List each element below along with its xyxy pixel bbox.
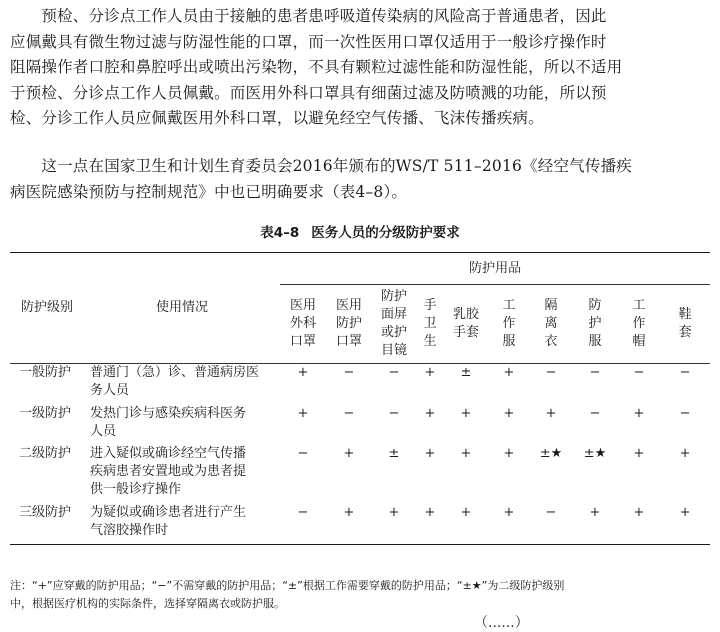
usage-line: 普通门（急）诊、普通病房医	[90, 365, 260, 380]
requirement-mark: −	[297, 446, 309, 461]
protection-level-cell: 二级防护	[19, 446, 72, 461]
paragraph-line: 病医院感染预防与控制规范》中也已明确要求（表4–8）。	[10, 182, 408, 201]
requirement-mark: −	[388, 406, 400, 421]
column-header-line: 目镜	[380, 343, 407, 358]
usage-line: 疾病患者安置地或为患者提	[90, 464, 247, 479]
column-header-line: 隔	[544, 298, 558, 313]
column-header-line: 乳胶	[452, 307, 479, 322]
requirement-mark: −	[589, 365, 601, 380]
column-header-line: 口罩	[335, 334, 362, 349]
requirement-mark: +	[297, 406, 309, 421]
usage-cell	[84, 405, 280, 445]
table-title: 医务人员的分级防护要求	[311, 225, 460, 241]
equipment-column-header	[280, 285, 326, 364]
requirement-mark: +	[297, 365, 309, 380]
table-row	[10, 504, 710, 545]
footnote-line: 注：“+”应穿戴的防护用品；“−”不需穿戴的防护用品；“±”根据工作需要穿戴的防护用品；“±★”为二级防护级别	[10, 579, 565, 592]
requirement-mark: +	[633, 406, 645, 421]
footnote-line: 中，根据医疗机构的实际条件，选择穿隔离衣或防护服。	[10, 597, 285, 610]
requirement-mark: +	[460, 406, 472, 421]
equipment-column-header	[572, 285, 618, 364]
column-header-line: 防护	[335, 316, 362, 331]
equipment-column-header	[416, 285, 444, 364]
equipment-group-header: 防护用品	[280, 253, 710, 285]
column-header-line: 工	[632, 298, 646, 313]
reference-paragraph	[10, 154, 710, 205]
requirement-mark: +	[503, 446, 515, 461]
requirement-mark: −	[679, 365, 691, 380]
column-header-line: 离	[544, 316, 558, 331]
column-header-line: 手	[423, 298, 437, 313]
table-row	[10, 405, 710, 445]
table-row	[10, 445, 710, 504]
requirement-mark: −	[545, 365, 557, 380]
column-header-line: 作	[502, 316, 516, 331]
protection-level-cell: 一般防护	[19, 365, 72, 380]
column-header-line: 防	[588, 298, 602, 313]
protection-level-cell: 一级防护	[19, 406, 72, 421]
requirement-mark: ±	[460, 365, 472, 380]
column-header-line: 生	[423, 334, 437, 349]
requirement-mark: −	[633, 365, 645, 380]
intro-paragraph	[10, 4, 710, 132]
requirement-mark: ±★	[539, 446, 563, 461]
usage-cell	[84, 445, 280, 504]
requirement-mark: +	[633, 446, 645, 461]
requirement-mark: +	[679, 446, 691, 461]
column-header-line: 医用	[289, 298, 316, 313]
column-header-line: 或护	[380, 325, 407, 340]
paragraph-line: 应佩戴具有微生物过滤与防湿性能的口罩，而一次性医用口罩仅适用于一般诊疗操作时	[10, 32, 607, 51]
requirement-mark: +	[589, 505, 601, 520]
requirement-mark: +	[460, 505, 472, 520]
column-header-line: 卫	[423, 316, 437, 331]
cut-off-source-text: （......）	[474, 615, 529, 631]
requirement-mark: +	[424, 365, 436, 380]
requirement-mark: +	[424, 446, 436, 461]
paragraph-line: 预检、分诊点工作人员由于接触的患者患呼吸道传染病的风险高于普通患者，因此	[10, 7, 607, 25]
requirement-mark: ±	[388, 446, 400, 461]
equipment-column-header	[326, 285, 372, 364]
requirement-mark: +	[503, 406, 515, 421]
table-row	[10, 364, 710, 406]
usage-line: 气溶胶操作时	[90, 523, 169, 538]
requirement-mark: −	[679, 406, 691, 421]
paragraph-line: 于预检、分诊点工作人员佩戴。而医用外科口罩具有细菌过滤及防喷溅的功能，所以预	[10, 83, 607, 102]
requirement-mark: −	[343, 406, 355, 421]
requirement-mark: +	[503, 505, 515, 520]
equipment-column-header	[444, 285, 488, 364]
usage-header: 使用情况	[84, 253, 280, 364]
requirement-mark: −	[589, 406, 601, 421]
requirement-mark: +	[545, 406, 557, 421]
table-caption	[0, 221, 720, 241]
usage-line: 发热门诊与感染疾病科医务	[90, 406, 247, 421]
requirement-mark: +	[460, 446, 472, 461]
usage-line: 进入疑似或确诊经空气传播	[90, 446, 247, 461]
column-header-line: 医用	[335, 298, 362, 313]
equipment-column-header	[530, 285, 572, 364]
column-header-line: 帽	[632, 334, 646, 349]
usage-line: 务人员	[90, 383, 130, 398]
column-header-line: 套	[678, 325, 692, 340]
requirement-mark: +	[424, 406, 436, 421]
equipment-column-header	[660, 285, 710, 364]
requirement-mark: +	[388, 505, 400, 520]
equipment-column-header	[488, 285, 530, 364]
usage-cell	[84, 364, 280, 406]
requirement-mark: −	[297, 505, 309, 520]
usage-line: 人员	[90, 424, 117, 439]
requirement-mark: ±★	[583, 446, 607, 461]
protection-level-cell: 三级防护	[19, 505, 72, 520]
protection-level-table	[10, 252, 710, 545]
column-header-line: 手套	[452, 325, 479, 340]
usage-cell	[84, 504, 280, 545]
column-header-line: 护	[588, 316, 602, 331]
requirement-mark: +	[343, 505, 355, 520]
usage-line: 为疑似或确诊患者进行产生	[90, 505, 247, 520]
requirement-mark: +	[424, 505, 436, 520]
requirement-mark: +	[679, 505, 691, 520]
paragraph-line: 这一点在国家卫生和计划生育委员会2016年颁布的WS/T 511–2016《经空气传播疾	[10, 157, 632, 175]
column-header-line: 工	[502, 298, 516, 313]
table-footnote	[10, 577, 710, 613]
column-header-line: 外科	[289, 316, 316, 331]
equipment-column-header	[372, 285, 416, 364]
paragraph-line: 阻隔操作者口腔和鼻腔呼出或喷出污染物，不具有颗粒过滤性能和防湿性能，所以不适用	[10, 58, 623, 76]
column-header-line: 作	[632, 316, 646, 331]
column-header-line: 口罩	[289, 334, 316, 349]
equipment-column-header	[618, 285, 660, 364]
requirement-mark: +	[633, 505, 645, 520]
column-header-line: 服	[588, 334, 602, 349]
column-header-line: 防护	[380, 289, 407, 304]
requirement-mark: −	[388, 365, 400, 380]
level-header: 防护级别	[10, 253, 84, 364]
requirement-mark: −	[343, 365, 355, 380]
column-header-line: 衣	[544, 334, 558, 349]
requirement-mark: +	[503, 365, 515, 380]
table-number: 表4–8	[260, 225, 300, 241]
column-header-line: 鞋	[678, 307, 692, 322]
requirement-mark: +	[343, 446, 355, 461]
column-header-line: 服	[502, 334, 516, 349]
paragraph-line: 检、分诊工作人员应佩戴医用外科口罩，以避免经空气传播、飞沫传播疾病。	[10, 109, 544, 127]
usage-line: 供一般诊疗操作	[90, 482, 182, 497]
column-header-line: 面屏	[380, 307, 407, 322]
requirement-mark: −	[545, 505, 557, 520]
